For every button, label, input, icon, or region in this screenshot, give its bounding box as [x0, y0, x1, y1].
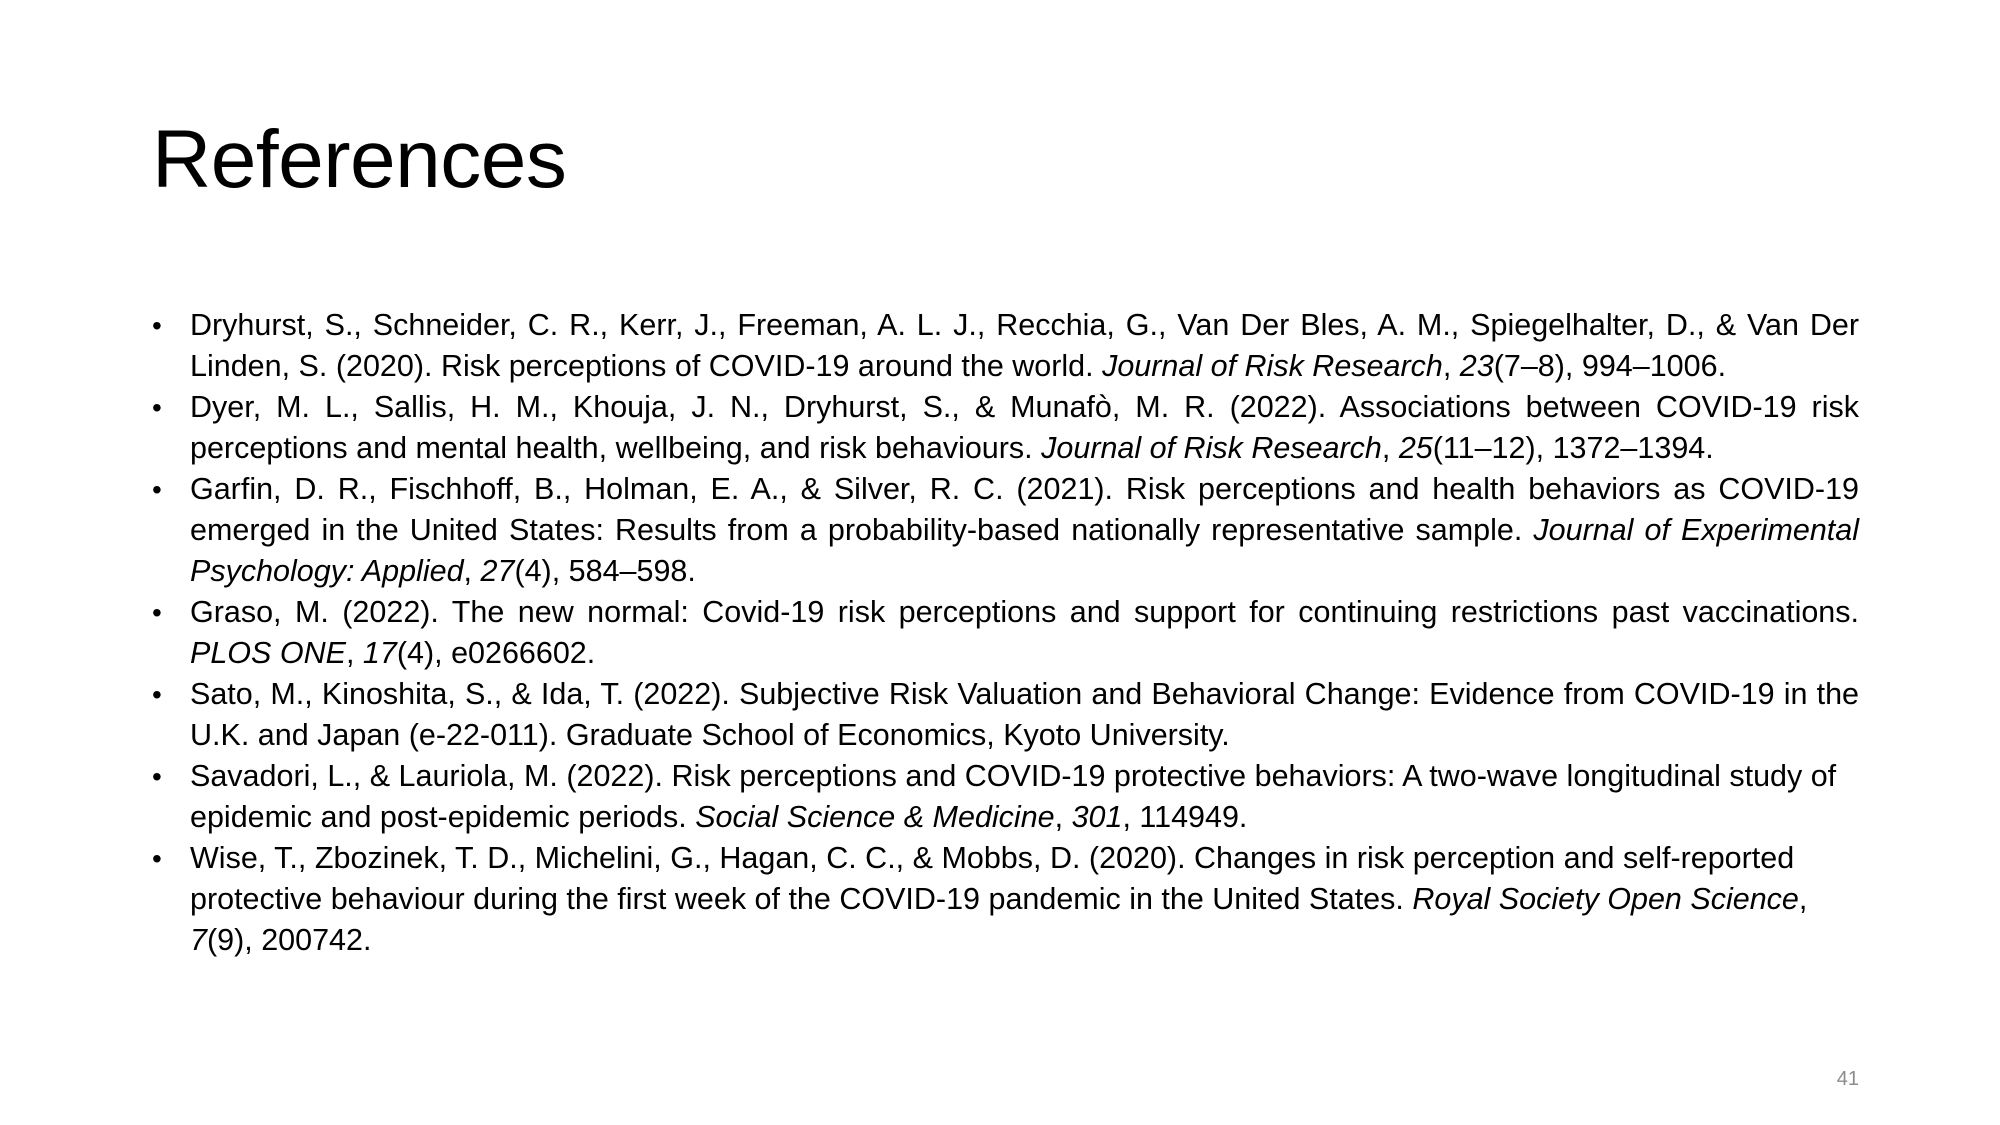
- reference-pages: , 114949.: [1122, 800, 1248, 834]
- reference-journal: Journal of Risk Research: [1041, 431, 1382, 465]
- bullet-icon: •: [152, 474, 162, 505]
- reference-text: Dyer, M. L., Sallis, H. M., Khouja, J. N., Dryhurst, S., & Munafò, M. R. (2022). Associations between COVID-19 risk perceptions and mental health, wellbeing, and risk behaviours.: [190, 390, 1859, 465]
- reference-text: Savadori, L., & Lauriola, M. (2022). Risk perceptions and COVID-19 protective behaviors: A two-wave longitudinal study of epidemic and post-epidemic periods.: [190, 759, 1837, 834]
- reference-separator: ,: [1442, 349, 1460, 383]
- bullet-icon: •: [152, 761, 162, 792]
- reference-volume: 23: [1459, 349, 1494, 383]
- reference-pages: (4), e0266602.: [396, 636, 596, 670]
- reference-text: Sato, M., Kinoshita, S., & Ida, T. (2022). Subjective Risk Valuation and Behavioral Change: Evidence from COVID-19 in the U.K. and Japan (e-22-011). Graduate School of Economics, Kyoto University.: [190, 677, 1859, 752]
- reference-text: Graso, M. (2022). The new normal: Covid-19 risk perceptions and support for continuing restrictions past vaccinations.: [190, 595, 1859, 629]
- bullet-icon: •: [152, 597, 162, 628]
- reference-journal: Journal of Risk Research: [1102, 349, 1443, 383]
- reference-volume: 301: [1071, 800, 1123, 834]
- reference-pages: (7–8), 994–1006.: [1493, 349, 1727, 383]
- reference-item: [152, 838, 1859, 961]
- bullet-icon: •: [152, 310, 162, 341]
- reference-journal: PLOS ONE: [190, 636, 346, 670]
- reference-separator: ,: [345, 636, 363, 670]
- reference-item: [152, 592, 1859, 674]
- reference-separator: ,: [1798, 882, 1808, 916]
- bullet-icon: •: [152, 679, 162, 710]
- reference-volume: 7: [190, 923, 207, 957]
- reference-volume: 25: [1398, 431, 1433, 465]
- reference-item: [152, 756, 1859, 838]
- reference-pages: (9), 200742.: [206, 923, 372, 957]
- reference-item: [152, 469, 1859, 592]
- reference-pages: (11–12), 1372–1394.: [1432, 431, 1714, 465]
- reference-volume: 27: [480, 554, 515, 588]
- reference-separator: ,: [463, 554, 481, 588]
- reference-text: Garfin, D. R., Fischhoff, B., Holman, E. A., & Silver, R. C. (2021). Risk perceptions and health behaviors as COVID-19 emerged in the United States: Results from a probability-based nationally representative sample.: [190, 472, 1859, 547]
- reference-volume: 17: [362, 636, 397, 670]
- bullet-icon: •: [152, 843, 162, 874]
- page-number: 41: [1836, 1068, 1859, 1090]
- reference-list: [152, 305, 1859, 961]
- reference-journal: Social Science & Medicine: [695, 800, 1055, 834]
- reference-text: Dryhurst, S., Schneider, C. R., Kerr, J., Freeman, A. L. J., Recchia, G., Van Der Bles, A. M., Spiegelhalter, D., & Van Der Linden, S. (2020). Risk perceptions of COVID-19 around the world.: [190, 308, 1859, 383]
- reference-text: Wise, T., Zbozinek, T. D., Michelini, G., Hagan, C. C., & Mobbs, D. (2020). Changes in risk perception and self-reported protective behaviour during the first week of the COVID-19 pandemic in the United States.: [190, 841, 1795, 916]
- reference-item: [152, 305, 1859, 387]
- reference-item: [152, 674, 1859, 756]
- slide-title: References: [152, 114, 567, 205]
- reference-separator: ,: [1381, 431, 1399, 465]
- bullet-icon: •: [152, 392, 162, 423]
- reference-journal: Journal of Experimental Psychology: Applied: [190, 513, 1860, 588]
- reference-pages: (4), 584–598.: [514, 554, 696, 588]
- reference-item: [152, 387, 1859, 469]
- reference-journal: Royal Society Open Science: [1412, 882, 1799, 916]
- reference-separator: ,: [1054, 800, 1072, 834]
